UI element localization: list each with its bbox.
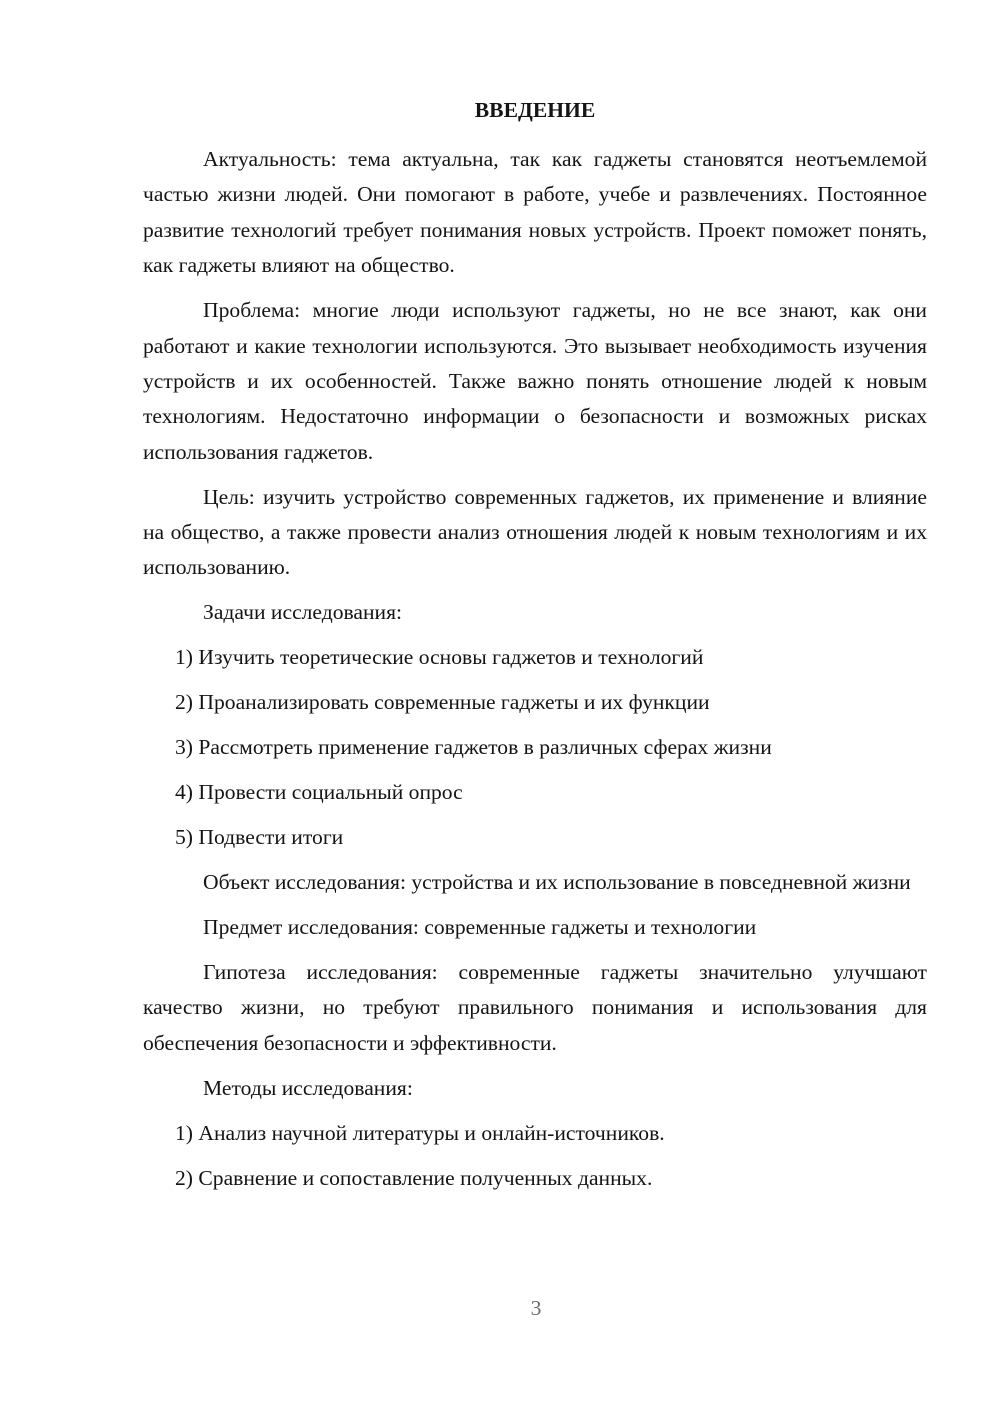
- methods-label: Методы исследования:: [203, 1075, 413, 1100]
- problem-paragraph: Проблема: многие люди используют гаджеты, но не все знают, как они работают и какие технологии используются. Это вызывает необходимость изучения устройств и их особенностей. Также важно понять отношение людей к новым технологиям. Недостаточно информации о безопасности и возможных рисках использования гаджетов.: [143, 298, 927, 464]
- hypothesis-paragraph: Гипотеза исследования: современные гаджеты значительно улучшают качество жизни, но требуют правильного понимания и использования для обеспечения безопасности и эффективности.: [143, 960, 927, 1055]
- list-item: 2) Сравнение и сопоставление полученных данных.: [175, 1165, 653, 1190]
- page-number: 3: [530, 1296, 542, 1320]
- list-item: 4) Провести социальный опрос: [175, 780, 463, 805]
- relevance-paragraph: Актуальность: тема актуальна, так как гаджеты становятся неотъемлемой частью жизни людей. Они помогают в работе, учебе и развлечениях. Постоянное развитие технологий требует понимания новых устройств. Проект поможет понять, как гаджеты влияют на общество.: [143, 147, 927, 278]
- goal-paragraph: Цель: изучить устройство современных гаджетов, их применение и влияние на общество, а также провести анализ отношения людей к новым технологиям и их использованию.: [143, 484, 927, 580]
- list-item: 1) Изучить теоретические основы гаджетов и технологий: [175, 645, 704, 670]
- list-item: 2) Проанализировать современные гаджеты и их функции: [175, 690, 710, 715]
- page-title: ВВЕДЕНИЕ: [474, 98, 596, 122]
- list-item: 1) Анализ научной литературы и онлайн-источников.: [175, 1120, 665, 1145]
- tasks-list: [143, 640, 927, 855]
- tasks-label: Задачи исследования:: [203, 600, 403, 625]
- page-body: [143, 96, 927, 1206]
- list-item: 3) Рассмотреть применение гаджетов в различных сферах жизни: [175, 735, 772, 760]
- subject-paragraph: Предмет исследования: современные гаджеты и технологии: [203, 915, 757, 940]
- methods-list: [143, 1116, 927, 1196]
- object-paragraph: Объект исследования: устройства и их использование в повседневной жизни: [203, 870, 911, 895]
- list-item: 5) Подвести итоги: [175, 825, 344, 850]
